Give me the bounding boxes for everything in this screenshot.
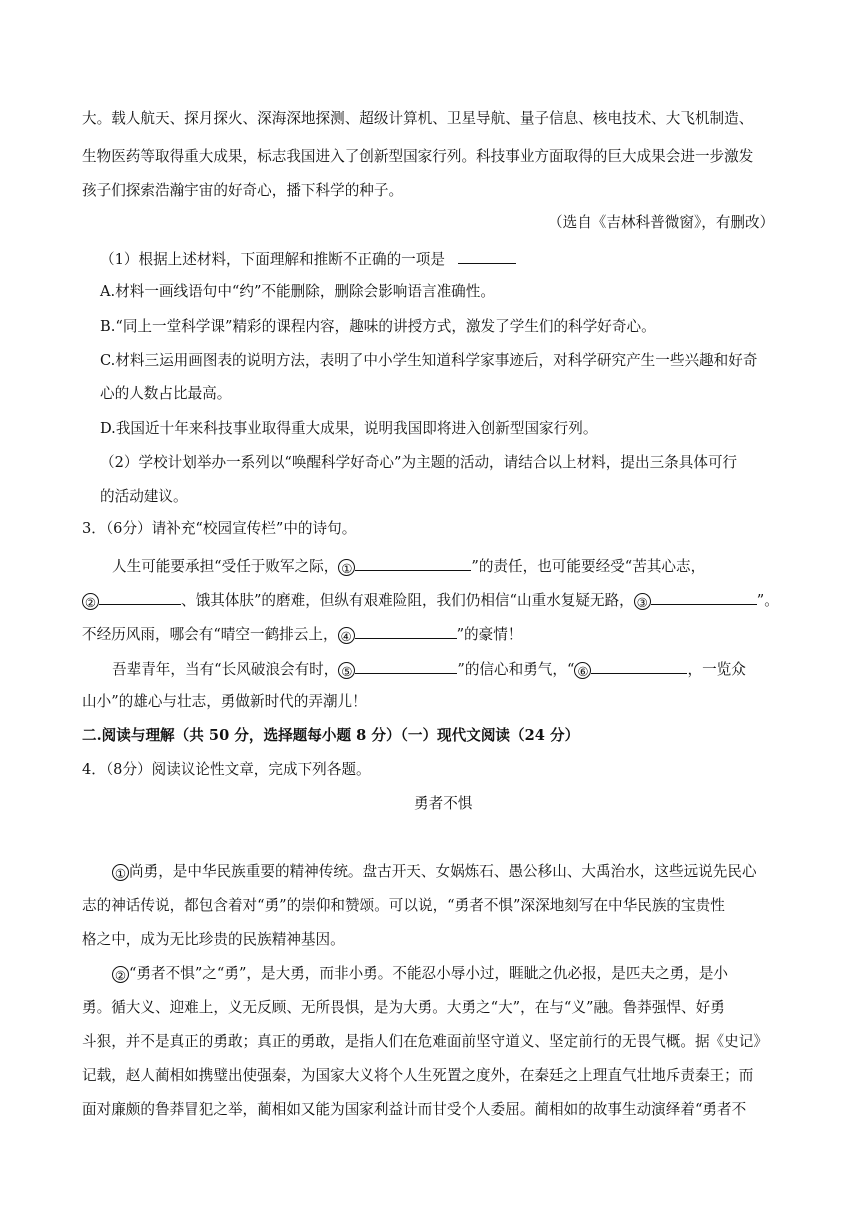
poem-para-2	[82, 589, 779, 611]
blank-mark-6: ⑥	[574, 662, 591, 679]
blank-mark-5: ⑤	[338, 662, 355, 679]
blank-mark-4: ④	[338, 627, 355, 644]
option-b: B.“同上一堂科学课”精彩的课程内容，趣味的讲授方式，激发了学生们的科学好奇心。	[100, 318, 656, 335]
poem-text: 不经历风雨，哪会有“晴空一鹤排云上，	[82, 626, 338, 643]
paragraph-text: 尚勇，是中华民族重要的精神传统。盘古开天、女娲炼石、愚公移山、大禹治水，这些远说先民心	[129, 863, 757, 880]
option-a: A.材料一画线语句中“约”不能删除，删除会影响语言准确性。	[100, 283, 495, 300]
blank-mark-2: ②	[82, 593, 99, 610]
material-line-2: 生物医药等取得重大成果，标志我国进入了创新型国家行列。科技事业方面取得的巨大成果会进一步激发	[82, 148, 754, 165]
question-3-title: 3．（6分）请补充“校园宣传栏”中的诗句。	[82, 520, 357, 537]
poem-text: 人生可能要承担“受任于败军之际，	[112, 558, 339, 575]
blank-mark-1: ①	[338, 559, 355, 576]
poem-text: ”的豪情！	[456, 626, 523, 643]
poem-text: ”的信心和勇气，“	[457, 661, 575, 678]
question-4-title: 4．（8分）阅读议论性文章，完成下列各题。	[82, 761, 371, 778]
question-stem-text: （1）根据上述材料，下面理解和推断不正确的一项是	[100, 251, 445, 268]
poem-text: ”的责任，也可能要经受“苦其心志，	[471, 558, 706, 575]
option-d: D.我国近十年来科技事业取得重大成果，说明我国即将进入创新型国家行列。	[100, 420, 598, 437]
poem-blank-5[interactable]	[355, 658, 457, 674]
material-line-1: 大。载人航天、探月探火、深海深地探测、超级计算机、卫星导航、量子信息、核电技术、大飞机制造、	[82, 110, 754, 127]
blank-mark-3: ③	[634, 593, 651, 610]
option-c-line-2: 心的人数占比最高。	[100, 385, 232, 402]
poem-blank-4[interactable]	[355, 623, 457, 639]
poem-para-4	[112, 658, 746, 680]
poem-text: ”。	[756, 592, 779, 609]
article-para-2-line-1	[112, 964, 728, 984]
option-c-line-1: C.材料三运用画图表的说明方法，表明了中小学生知道科学家事迹后，对科学研究产生一些兴趣和好奇	[100, 352, 758, 369]
poem-blank-3[interactable]	[651, 589, 757, 605]
article-para-2-line-4: 记载，赵人蔺相如携璧出使强秦，为国家大义将个人生死置之度外，在秦廷之上理直气壮地斥责秦王；而	[82, 1067, 754, 1084]
paragraph-mark-2: ②	[112, 966, 129, 983]
article-para-2-line-2: 勇。循大义、迎难上，义无反顾、无所畏惧，是为大勇。大勇之“大”，在与“义”融。鲁莽强悍、好勇	[82, 999, 725, 1016]
question-2-2-line-2: 的活动建议。	[100, 488, 188, 505]
question-2-2-line-1: （2）学校计划举办一系列以“唤醒科学好奇心”为主题的活动，请结合以上材料，提出三条具体可行	[100, 454, 738, 471]
article-para-1-line-3: 格之中，成为无比珍贵的民族精神基因。	[82, 931, 345, 948]
material-source: （选自《吉林科普微窗》，有删改）	[548, 214, 775, 231]
material-line-3: 孩子们探索浩瀚宇宙的好奇心，播下科学的种子。	[82, 182, 404, 199]
article-para-1-line-1	[112, 862, 757, 882]
answer-blank[interactable]	[458, 248, 516, 264]
poem-blank-2[interactable]	[99, 589, 181, 605]
article-title: 勇者不惧	[414, 795, 473, 812]
poem-text: 吾辈青年，当有“长风破浪会有时，	[112, 661, 339, 678]
poem-para-1	[112, 555, 705, 577]
section-heading: 二.阅读与理解（共 50 分，选择题每小题 8 分）（一）现代文阅读（24 分）	[82, 727, 580, 744]
article-para-2-line-3: 斗狠，并不是真正的勇敢；真正的勇敢，是指人们在危难面前坚守道义、坚定前行的无畏气概。据《史记》	[82, 1033, 768, 1050]
poem-para-5: 山小”的雄心与壮志，勇做新时代的弄潮儿！	[82, 693, 367, 710]
paragraph-text: “勇者不惧”之“勇”，是大勇，而非小勇。不能忍小辱小过，睚眦之仇必报，是匹夫之勇，是小	[129, 965, 729, 982]
article-para-1-line-2: 志的神话传说，都包含着对“勇”的崇仰和赞颂。可以说，“勇者不惧”深深地刻写在中华民族的宝贵性	[82, 897, 725, 914]
poem-para-3	[82, 623, 522, 645]
question-2-1-stem	[100, 248, 516, 270]
poem-blank-6[interactable]	[591, 658, 687, 674]
poem-text: 、饿其体肤”的磨难，但纵有艰难险阻，我们仍相信“山重水复疑无路，	[181, 592, 634, 609]
article-para-2-line-5: 面对廉颇的鲁莽冒犯之举，蔺相如又能为国家利益计而甘受个人委屈。蔺相如的故事生动演绎着“勇者不	[82, 1101, 747, 1118]
poem-text: ，一览众	[687, 661, 746, 678]
poem-blank-1[interactable]	[355, 555, 471, 571]
paragraph-mark-1: ①	[112, 864, 129, 881]
